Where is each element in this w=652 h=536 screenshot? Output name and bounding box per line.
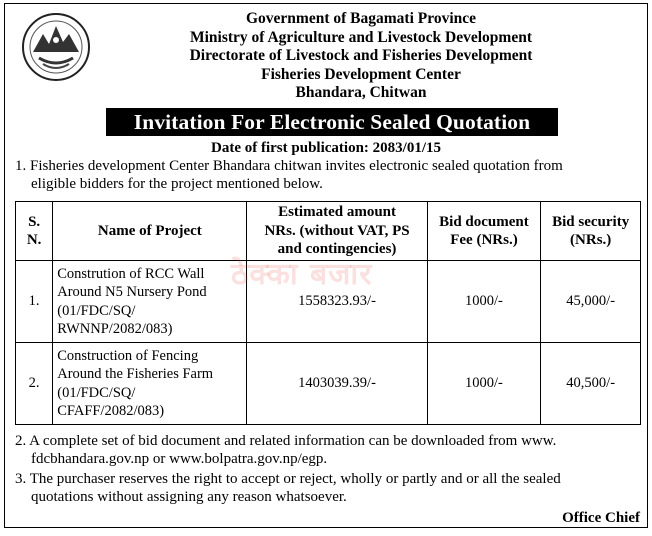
col-header-sn bbox=[16, 202, 53, 261]
cell-bid-fee: 1000/- bbox=[427, 343, 541, 425]
download-note bbox=[15, 432, 641, 468]
download-note-line-2: fdcbhandara.gov.np or www.bolpatra.gov.np/egp. bbox=[31, 451, 328, 467]
cell-project-name bbox=[53, 261, 247, 343]
project-name-line: Around the Fisheries Farm bbox=[57, 366, 214, 382]
project-name-line: Constrution of RCC Wall bbox=[57, 265, 205, 282]
col-header-amount-line2: NRs. (without VAT, PS bbox=[264, 222, 410, 239]
col-header-fee-line1: Bid document bbox=[439, 213, 529, 230]
col-header-security-line1: Bid security bbox=[552, 213, 630, 230]
project-name-line: Around N5 Nursery Pond bbox=[57, 284, 207, 300]
rights-note-line-2: quotations without assigning any reason whatsoever. bbox=[31, 489, 347, 505]
download-note-line-1: 2. A complete set of bid document and related information can be downloaded from www. bbox=[15, 433, 557, 449]
projects-table bbox=[15, 201, 641, 425]
table-row bbox=[16, 343, 641, 425]
office-header bbox=[105, 10, 617, 103]
header-center: Fisheries Development Center bbox=[261, 65, 461, 83]
col-header-fee-line2: Fee (NRs.) bbox=[450, 232, 518, 248]
notice-page bbox=[4, 3, 648, 528]
intro-line-1: 1. Fisheries development Center Bhandara chitwan invites electronic sealed quotation from bbox=[15, 158, 563, 174]
table-row bbox=[16, 261, 641, 343]
cell-sn: 2. bbox=[16, 343, 53, 425]
cell-sn: 1. bbox=[16, 261, 53, 343]
notice-title-banner: Invitation For Electronic Sealed Quotation bbox=[106, 108, 558, 136]
publication-date: Date of first publication: 2083/01/15 bbox=[211, 140, 441, 156]
project-code-line: (01/FDC/SQ/ bbox=[57, 302, 136, 319]
table-header-row bbox=[16, 202, 641, 261]
header-ministry: Ministry of Agriculture and Livestock Development bbox=[190, 28, 532, 46]
header-government: Government of Bagamati Province bbox=[245, 10, 477, 27]
intro-paragraph bbox=[15, 157, 641, 193]
col-header-security-line2: (NRs.) bbox=[570, 232, 612, 248]
project-code-line: (01/FDC/SQ/ bbox=[57, 384, 136, 401]
cell-bid-security: 40,500/- bbox=[541, 343, 641, 425]
watermark-logo: ठेक्का बजार bbox=[231, 257, 373, 292]
rights-note bbox=[15, 470, 641, 506]
cell-project-name bbox=[53, 343, 247, 425]
rights-note-line-1: 3. The purchaser reserves the right to accept or reject, wholly or partly and or all the sealed bbox=[15, 471, 561, 487]
col-header-estimated-amount bbox=[247, 202, 427, 261]
col-header-amount-line1: Estimated amount bbox=[278, 204, 396, 221]
cell-estimated-amount: 1403039.39/- bbox=[247, 343, 427, 425]
cell-estimated-amount: 1558323.93/- bbox=[247, 261, 427, 343]
col-header-sn-line2: N. bbox=[26, 232, 42, 248]
project-code-line: CFAFF/2082/083) bbox=[57, 403, 165, 419]
cell-bid-security: 45,000/- bbox=[541, 261, 641, 343]
cell-bid-fee: 1000/- bbox=[427, 261, 541, 343]
project-code-line: RWNNP/2082/083) bbox=[57, 321, 173, 337]
header-directorate: Directorate of Livestock and Fisheries Development bbox=[189, 47, 533, 64]
col-header-amount-line3: and contingencies) bbox=[277, 241, 397, 258]
col-header-bid-security bbox=[541, 202, 641, 261]
header-location: Bhandara, Chitwan bbox=[295, 84, 427, 101]
signoff-office-chief: Office Chief bbox=[562, 510, 640, 526]
project-name-line: Construction of Fencing bbox=[57, 347, 199, 364]
intro-line-2: eligible bidders for the project mentioned below. bbox=[31, 176, 323, 192]
nepal-government-emblem bbox=[21, 12, 91, 82]
col-header-project-name: Name of Project bbox=[53, 202, 247, 261]
col-header-sn-line1: S. bbox=[28, 213, 41, 230]
col-header-bid-fee bbox=[427, 202, 541, 261]
